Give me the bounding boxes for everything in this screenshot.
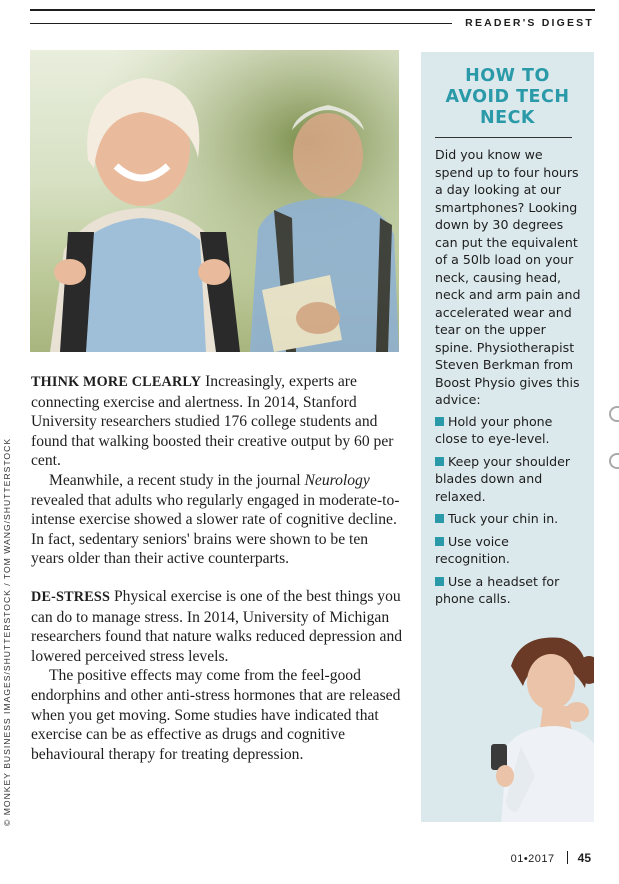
page-footer [511,851,591,865]
hero-photo [30,50,399,352]
issue-date: 01•2017 [510,853,555,865]
paragraph-text: Increasingly, experts are connecting exercise and alertness. In 2014, Stanford University researchers studied 176 college students and found that walking boosted their creative output by 60 per cent. [31,373,394,470]
sidebar-title: HOW TO AVOID TECH NECK [445,66,570,128]
page-edge-mark [609,453,619,469]
square-bullet-icon [435,417,444,426]
sidebar-intro: Did you know we spend up to four hours a day looking at our smartphones? Looking down by 30 degrees can put the equivalent of a 50lb load on your neck, causing head, neck and arm pain and accelerated wear and tear on the upper spine. Physiotherapist Steven Berkman from Boost Physio gives this advice: [435,147,581,407]
square-bullet-icon [435,457,444,466]
sidebar-tech-neck [421,52,594,822]
paragraph-text: Meanwhile, a recent study in the journal [49,471,305,489]
masthead-rule [30,23,452,24]
tip-text: Use a headset for phone calls. [435,573,560,606]
tip-item [435,453,584,506]
tip-text: Keep your shoulder blades down and relaxed. [435,453,571,504]
tips-list [435,413,584,608]
journal-name: Neurology [304,471,370,489]
woman-with-phone-image [481,626,594,822]
paragraph-endorphins: The positive effects may come from the feel-good endorphins and other anti-stress hormones that are released when you get moving. Some studies have indicated that exercise can be as effective as drugs and cognitive behavioural therapy for treating depression. [31,667,401,763]
page-number: 45 [577,851,591,865]
section-lead-think-clearly: THINK MORE CLEARLY [31,374,202,390]
tip-item [435,510,584,528]
section-lead-de-stress: DE-STRESS [31,588,111,605]
page-edge-mark [609,406,619,422]
paragraph-neurology [31,471,404,569]
tip-text: Use voice recognition. [435,533,510,566]
article-body [31,372,404,764]
square-bullet-icon [435,577,444,586]
sidebar-body [421,138,594,608]
paragraph-text: Physical exercise is one of the best things you can do to manage stress. In 2014, University of Michigan researchers found that nature walks reduced depression and lowered perceived stress levels. [31,587,403,665]
tip-text: Tuck your chin in. [448,511,559,526]
photo-illustration [30,50,399,352]
paragraph-think-clearly [31,372,404,471]
paragraph-text: revealed that adults who regularly engaged in moderate-to-intense exercise showed a slower rate of cognitive decline. In fact, sedentary seniors' brains were shown to be ten years older than their active counterparts. [31,491,400,568]
tip-item [435,413,584,448]
tip-item [435,533,584,568]
square-bullet-icon [435,537,444,546]
footer-divider [567,851,568,864]
masthead: READER'S DIGEST [465,17,594,29]
top-rule [30,9,595,11]
tip-item [435,573,584,608]
paragraph-de-stress [31,587,404,666]
tip-text: Hold your phone close to eye-level. [435,413,553,446]
square-bullet-icon [435,514,444,523]
photo-credit: © MONKEY BUSINESS IMAGES/SHUTTERSTOCK / TOM WANG/SHUTTERSTOCK [2,437,12,826]
